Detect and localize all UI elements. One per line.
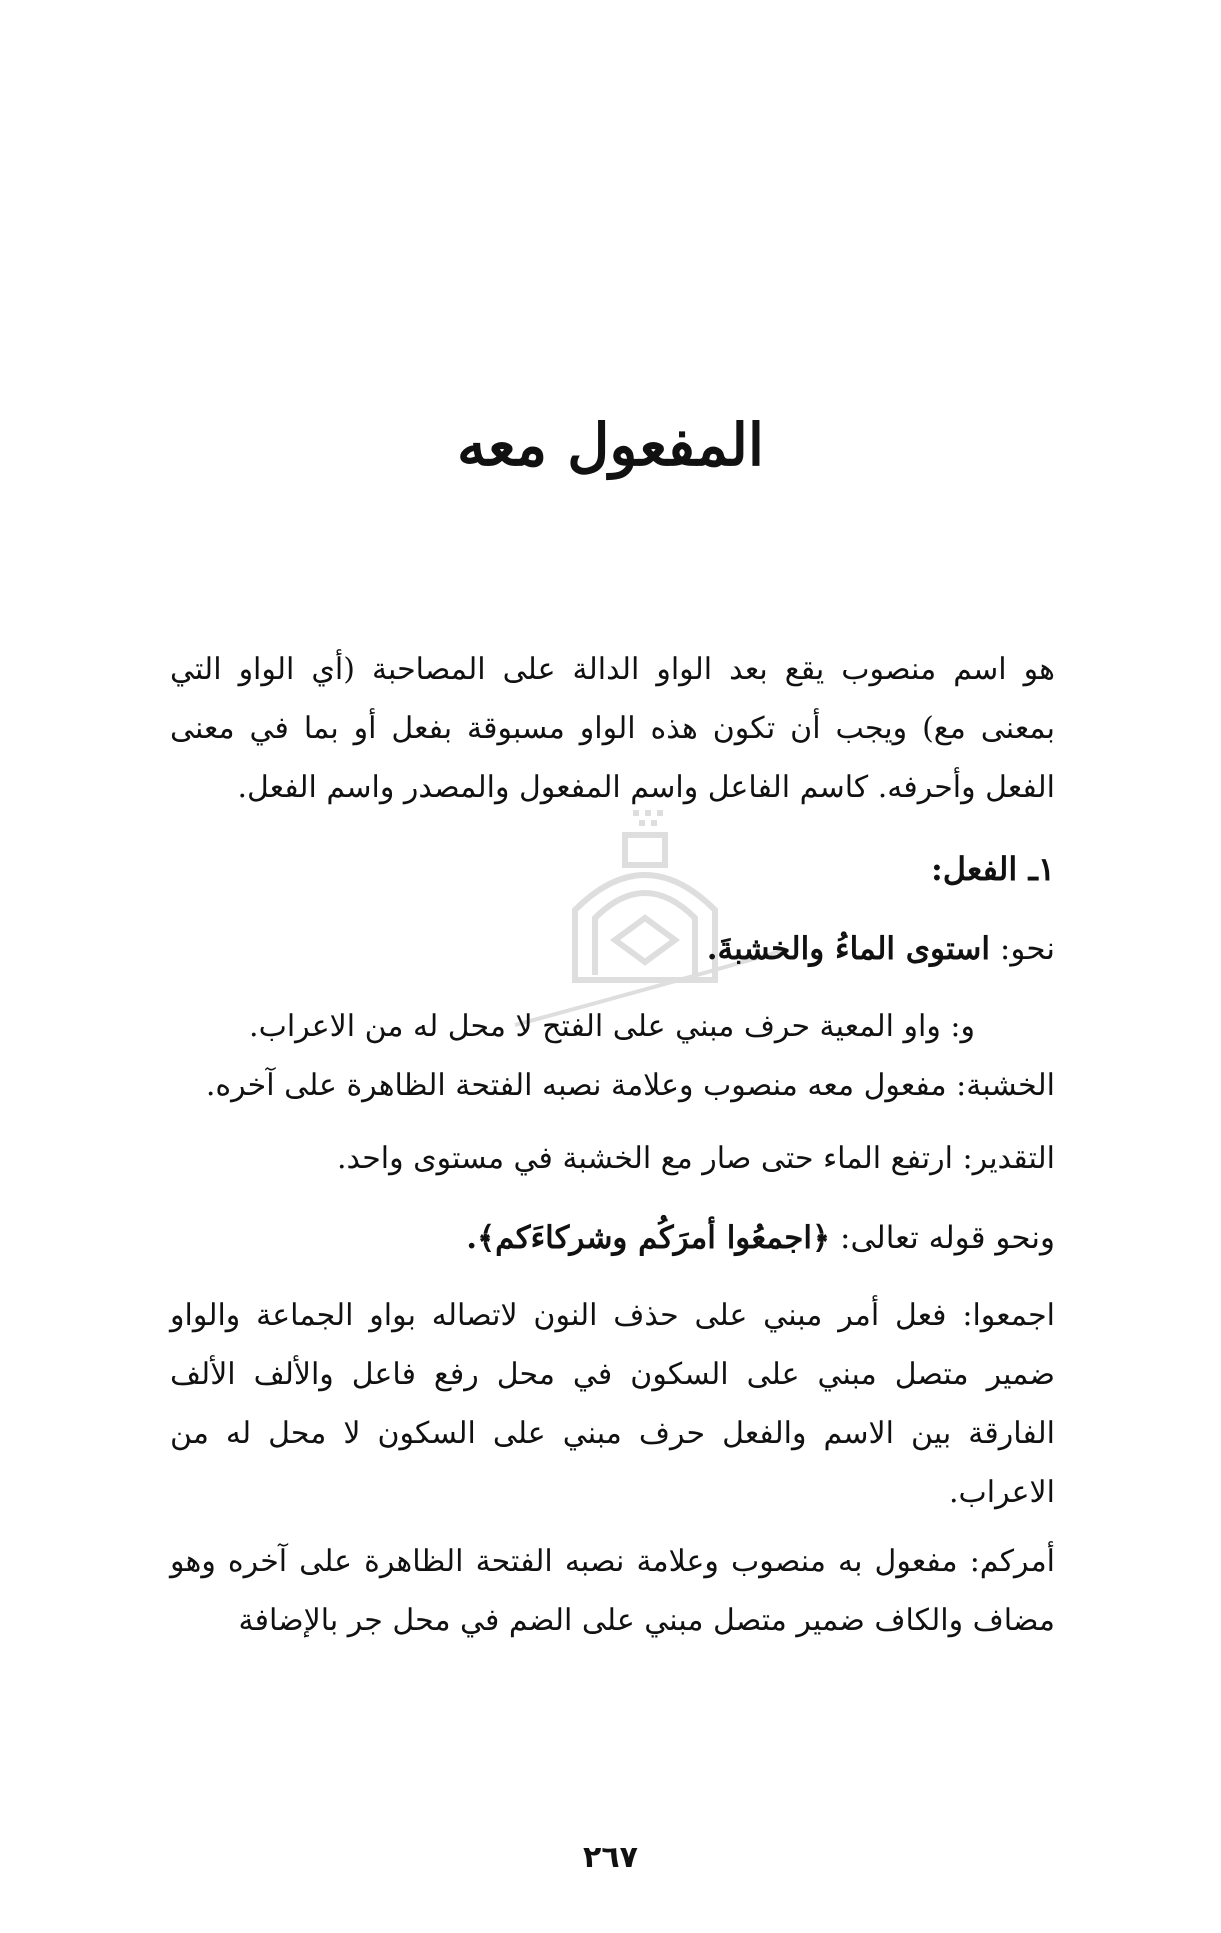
- chapter-title: المفعول معه: [456, 411, 765, 479]
- example-2-prefix: ونحو قوله تعالى:: [840, 1220, 1055, 1256]
- analysis-2-label: اجمعوا:: [962, 1298, 1055, 1333]
- example-1: [170, 919, 1055, 979]
- page-number: ٢٦٧: [583, 1840, 638, 1875]
- analysis-1-item: [170, 997, 1055, 1056]
- analysis-1-label: و:: [950, 1009, 975, 1044]
- example-2: [170, 1208, 1055, 1268]
- analysis-2-item: [170, 1532, 1055, 1650]
- analysis-2-text: فعل أمر مبني على حذف النون لاتصاله بواو الجماعة والواو ضمير متصل مبني على السكون في محل رفع فاعل والألف الألف الفارقة بين الاسم والفعل حرف مبني على السكون لا محل له من الاعراب.: [170, 1298, 1055, 1510]
- analysis-1-item: [170, 1129, 1055, 1188]
- section-heading: ١ـ الفعل:: [930, 850, 1055, 888]
- analysis-1-text: مفعول معه منصوب وعلامة نصبه الفتحة الظاهرة على آخره.: [205, 1068, 947, 1103]
- analysis-1-label: التقدير:: [962, 1141, 1055, 1176]
- analysis-2-text: مفعول به منصوب وعلامة نصبه الفتحة الظاهرة على آخره وهو مضاف والكاف ضمير متصل مبني على الضم في محل جر بالإضافة: [170, 1544, 1055, 1638]
- analysis-1-label: الخشبة:: [956, 1068, 1055, 1103]
- analysis-2-label: أمركم:: [969, 1544, 1055, 1579]
- analysis-1-text: واو المعية حرف مبني على الفتح لا محل له من الاعراب.: [249, 1009, 941, 1044]
- analysis-1-text: ارتفع الماء حتى صار مع الخشبة في مستوى واحد.: [336, 1141, 953, 1176]
- analysis-2-item: [170, 1286, 1055, 1522]
- analysis-1-item: [170, 1056, 1055, 1115]
- intro-paragraph: هو اسم منصوب يقع بعد الواو الدالة على المصاحبة (أي الواو التي بمعنى مع) ويجب أن تكون هذه الواو مسبوقة بفعل أو بما في معنى الفعل وأحرفه. كاسم الفاعل واسم المفعول والمصدر واسم الفعل.: [170, 652, 1055, 805]
- analysis-1: [170, 997, 1055, 1188]
- analysis-2: [170, 1286, 1055, 1650]
- example-2-text: ﴿اجمعُوا أمرَكُم وشركاءَكم﴾.: [466, 1220, 831, 1256]
- example-1-prefix: نحو:: [999, 931, 1055, 967]
- main-text: [170, 640, 1055, 1650]
- example-1-text: استوى الماءُ والخشبةَ.: [706, 931, 991, 967]
